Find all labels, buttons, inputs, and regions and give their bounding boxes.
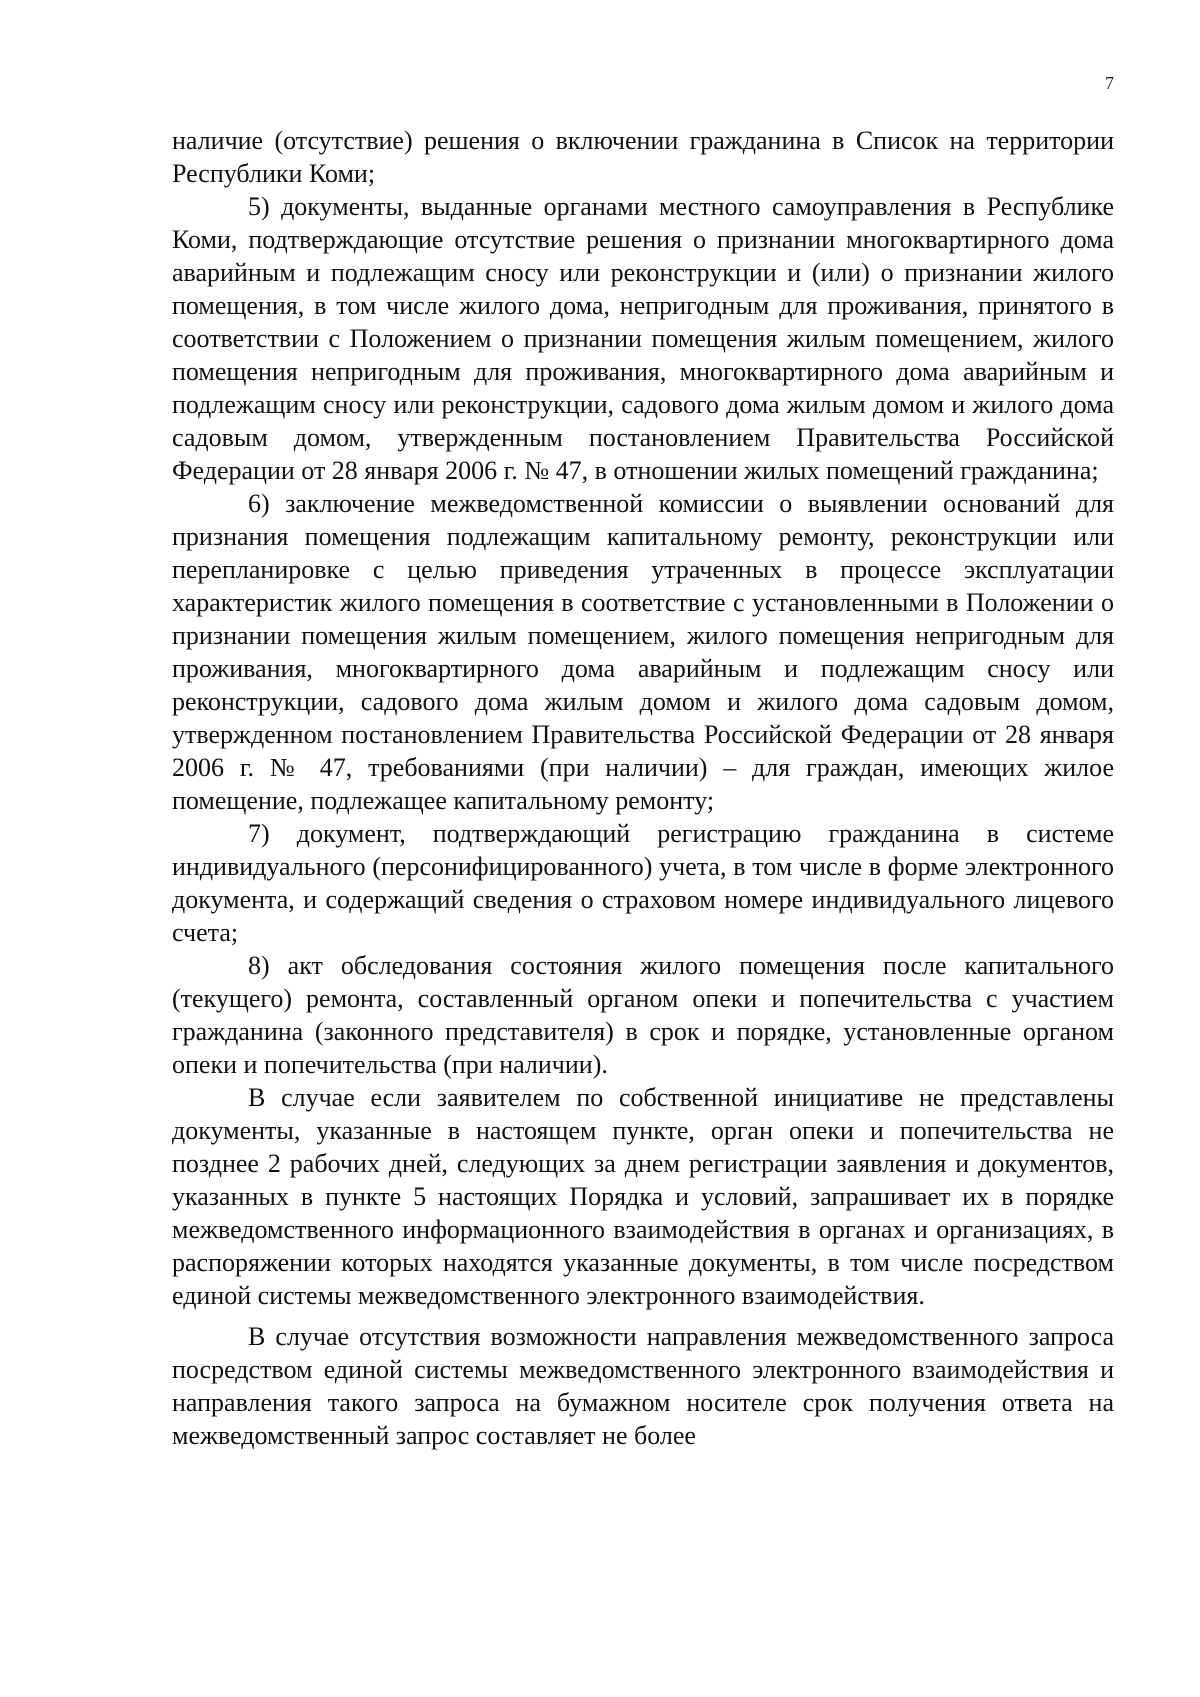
paragraph-item-8: 8) акт обследования состояния жилого помещения после капитального (текущего) ремонта, составленный органом опеки и попечительства с участием гражданина (законного представителя) в срок и порядке, установленные органом опеки и попечительства (при наличии). [172, 951, 1114, 1079]
page-number: 7 [1105, 73, 1114, 93]
paragraph-response-deadline: В случае отсутствия возможности направления межведомственного запроса посредством единой системы межведомственного электронного взаимодействия и направления такого запроса на бумажном носителе срок получения ответа на межведомственный запрос составляет не более [172, 1322, 1114, 1450]
paragraph-item-5: 5) документы, выданные органами местного самоуправления в Республике Коми, подтверждающие отсутствие решения о признании многоквартирного дома аварийным и подлежащим сносу или реконструкции и (или) о признании жилого помещения, в том числе жилого дома, непригодным для проживания, принятого в соответствии с Положением о признании помещения жилым помещением, жилого помещения непригодным для проживания, многоквартирного дома аварийным и подлежащим сносу или реконструкции, садового дома жилым домом и жилого дома садовым домом, утвержденным постановлением Правительства Российской Федерации от 28 января 2006 г. № 47, в отношении жилых помещений гражданина; [172, 192, 1114, 485]
paragraph-interagency-request: В случае если заявителем по собственной инициативе не представлены документы, указанные в настоящем пункте, орган опеки и попечительства не позднее 2 рабочих дней, следующих за днем регистрации заявления и документов, указанных в пункте 5 настоящих Порядка и условий, запрашивает их в порядке межведомственного информационного взаимодействия в органах и организациях, в распоряжении которых находятся указанные документы, в том числе посредством единой системы межведомственного электронного взаимодействия. [172, 1083, 1114, 1310]
paragraph-item-7: 7) документ, подтверждающий регистрацию гражданина в системе индивидуального (персонифицированного) учета, в том числе в форме электронного документа, и содержащий сведения о страховом номере индивидуального лицевого счета; [172, 819, 1114, 947]
paragraph-item-6: 6) заключение межведомственной комиссии о выявлении оснований для признания помещения подлежащим капитальному ремонту, реконструкции или перепланировке с целью приведения утраченных в процессе эксплуатации характеристик жилого помещения в соответствие с установленными в Положении о признании помещения жилым помещением, жилого помещения непригодным для проживания, многоквартирного дома аварийным и подлежащим сносу или реконструкции, садового дома жилым домом и жилого дома садовым домом, утвержденном постановлением Правительства Российской Федерации от 28 января 2006 г. № 47, требованиями (при наличии) – для граждан, имеющих жилое помещение, подлежащее капитальному ремонту; [172, 489, 1114, 815]
paragraph-continuation: наличие (отсутствие) решения о включении гражданина в Список на территории Республики Коми; [172, 126, 1114, 188]
document-body [172, 124, 1114, 1452]
